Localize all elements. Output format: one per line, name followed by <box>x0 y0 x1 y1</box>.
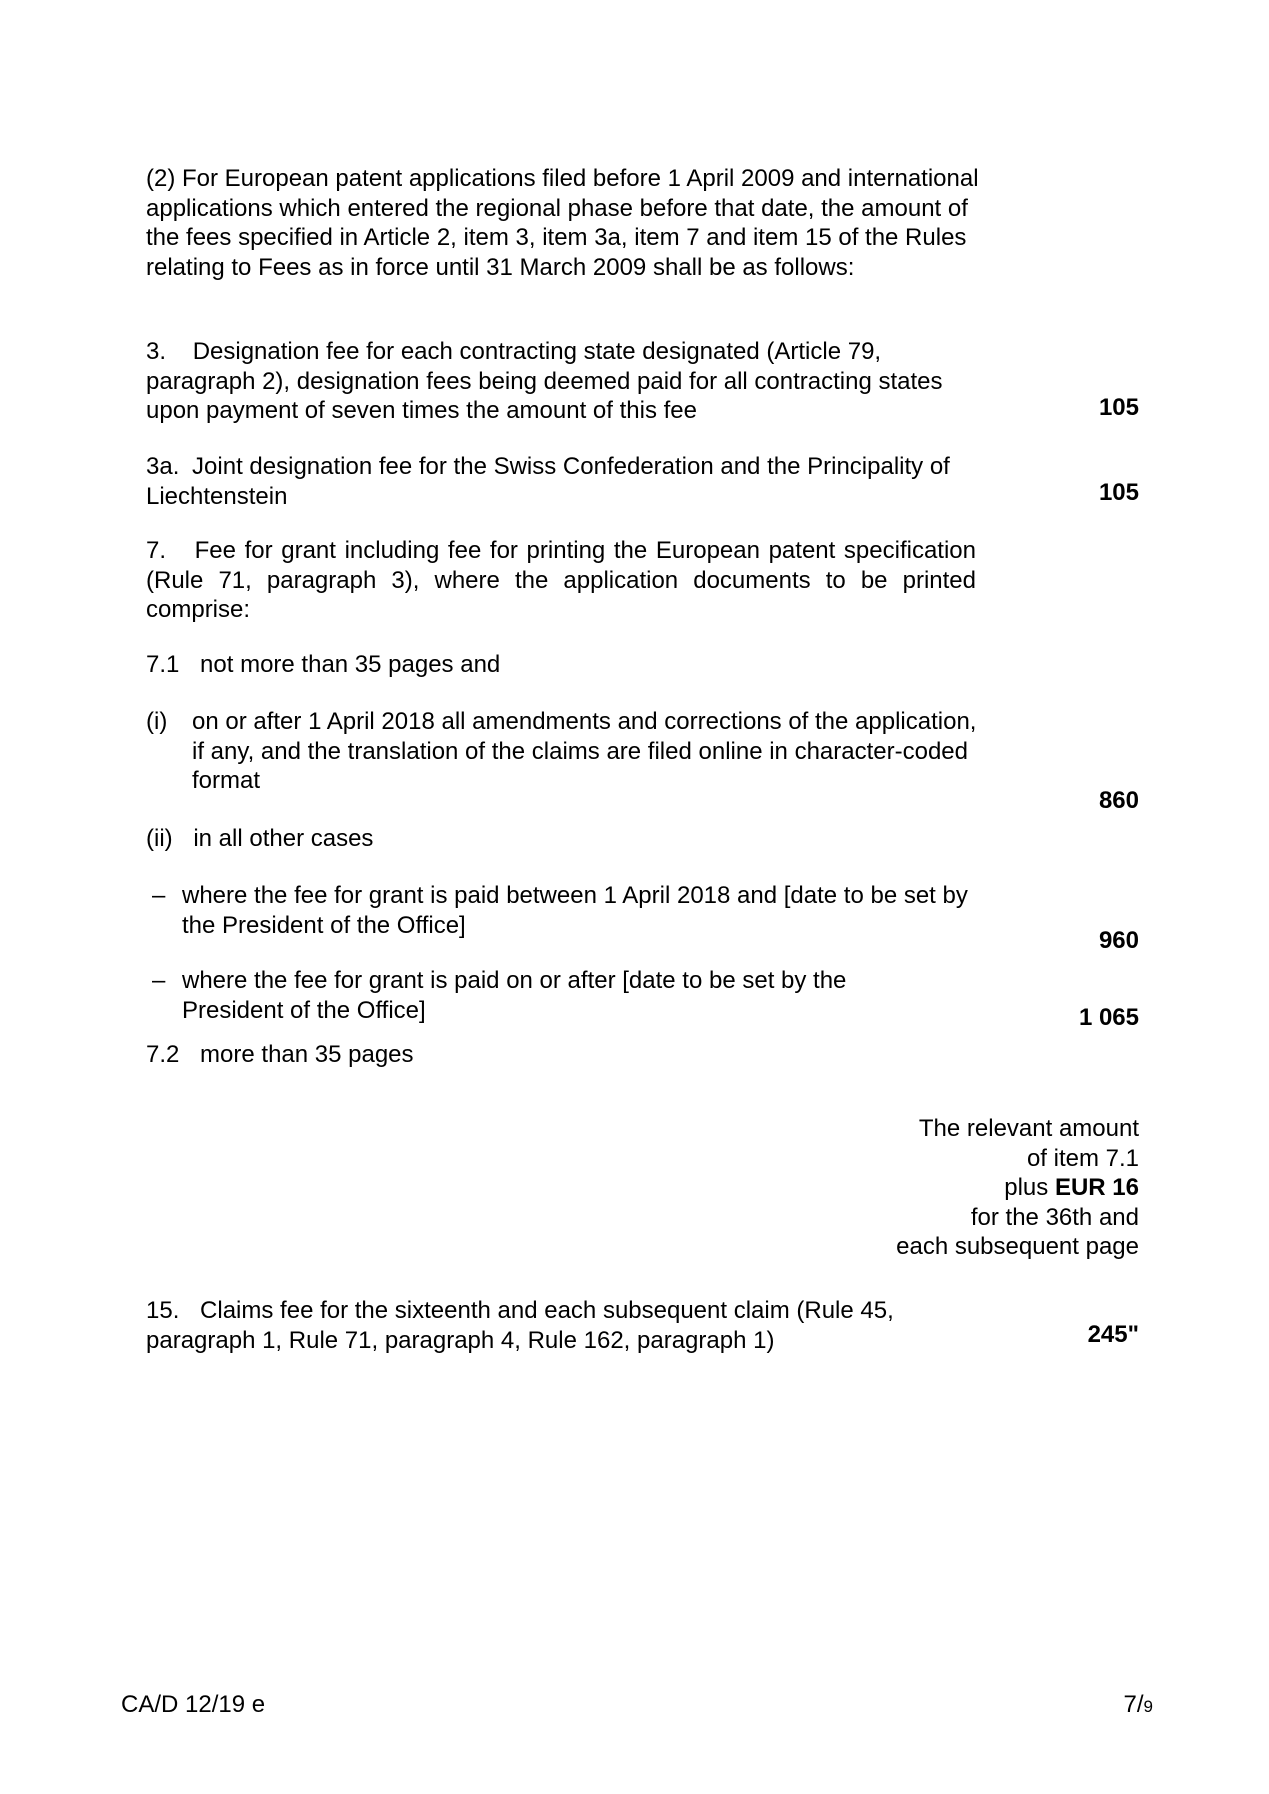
footer-doc-ref: CA/D 12/19 e <box>121 1691 266 1718</box>
item-3-text: Designation fee for each contracting state designated (Article 79, paragraph 2), designation fees being deemed paid for all contracting states upon payment of seven times the amount of this fee <box>146 338 943 424</box>
item-7-1 <box>146 650 500 680</box>
item-3a-number: 3a. <box>146 453 180 480</box>
item-15-number: 15. <box>146 1297 180 1324</box>
item-7-2-note-line3 <box>839 1173 1139 1203</box>
item-7-text: Fee for grant including fee for printing the European patent specification (Rule 71, paragraph 3), where the application documents to be printed comprise: <box>146 537 976 623</box>
item-15-amount: 245" <box>1087 1321 1139 1348</box>
item-15 <box>146 1296 966 1355</box>
item-7-1-text: not more than 35 pages and <box>200 651 501 678</box>
item-7-1-i-amount: 860 <box>1098 787 1139 814</box>
item-3-number: 3. <box>146 338 167 365</box>
item-3a-text: Joint designation fee for the Swiss Confederation and the Principality of Liechtenstein <box>146 453 950 510</box>
footer-page: 7/ <box>1123 1691 1144 1718</box>
intro-text: (2) For European patent applications filed before 1 April 2009 and international applications which entered the regional phase before that date, the amount of the fees specified in Article 2, item 3, item 3a, item 7 and item 15 of the Rules relating to Fees as in force until 31 March 2009 shall be as follows: <box>146 165 979 281</box>
footer-page-number <box>1124 1690 1153 1722</box>
item-3-amount: 105 <box>1098 394 1139 421</box>
intro-paragraph <box>146 164 986 282</box>
dash-1-bullet: – <box>152 882 166 909</box>
item-15-text: Claims fee for the sixteenth and each subsequent claim (Rule 45, paragraph 1, Rule 71, paragraph 4, Rule 162, paragraph 1) <box>146 1297 894 1354</box>
item-7-2-number: 7.2 <box>146 1041 180 1068</box>
item-3a-amount: 105 <box>1098 479 1139 506</box>
item-7-1-number: 7.1 <box>146 651 180 678</box>
item-7-1-ii-text: in all other cases <box>193 825 374 852</box>
item-7-2-text: more than 35 pages <box>200 1041 414 1068</box>
dash-2-text: where the fee for grant is paid on or after [date to be set by the President of the Office] <box>182 967 847 1024</box>
item-7-1-ii-number: (ii) <box>146 825 173 852</box>
item-7-2 <box>146 1040 414 1070</box>
item-7-number: 7. <box>146 537 167 564</box>
item-7-2-note-line5: each subsequent page <box>896 1233 1139 1260</box>
dash-2-amount: 1 065 <box>1078 1004 1139 1031</box>
item-7-2-note <box>839 1114 1139 1262</box>
item-7-1-i-text: on or after 1 April 2018 all amendments and corrections of the application, if any, and the translation of the claims are filed online in character-coded format <box>192 708 977 794</box>
item-7-2-note-line2: of item 7.1 <box>1026 1144 1139 1172</box>
item-3 <box>146 337 946 426</box>
item-7-2-note-line3-prefix: plus <box>1004 1174 1055 1201</box>
dash-1-amount: 960 <box>1098 927 1139 954</box>
footer-page-total: 9 <box>1143 1697 1153 1716</box>
item-7-2-note-line1: The relevant amount <box>918 1115 1139 1142</box>
item-7-1-i-number: (i) <box>146 708 168 735</box>
item-3a <box>146 452 996 511</box>
item-7-2-note-surcharge: EUR 16 <box>1054 1174 1139 1201</box>
dash-1-text: where the fee for grant is paid between 1 April 2018 and [date to be set by the President of the Office] <box>182 882 968 939</box>
item-7-2-note-line4: for the 36th and <box>970 1203 1139 1231</box>
item-7 <box>146 536 976 625</box>
dash-2-bullet: – <box>152 967 166 994</box>
item-7-1-ii <box>146 824 373 854</box>
